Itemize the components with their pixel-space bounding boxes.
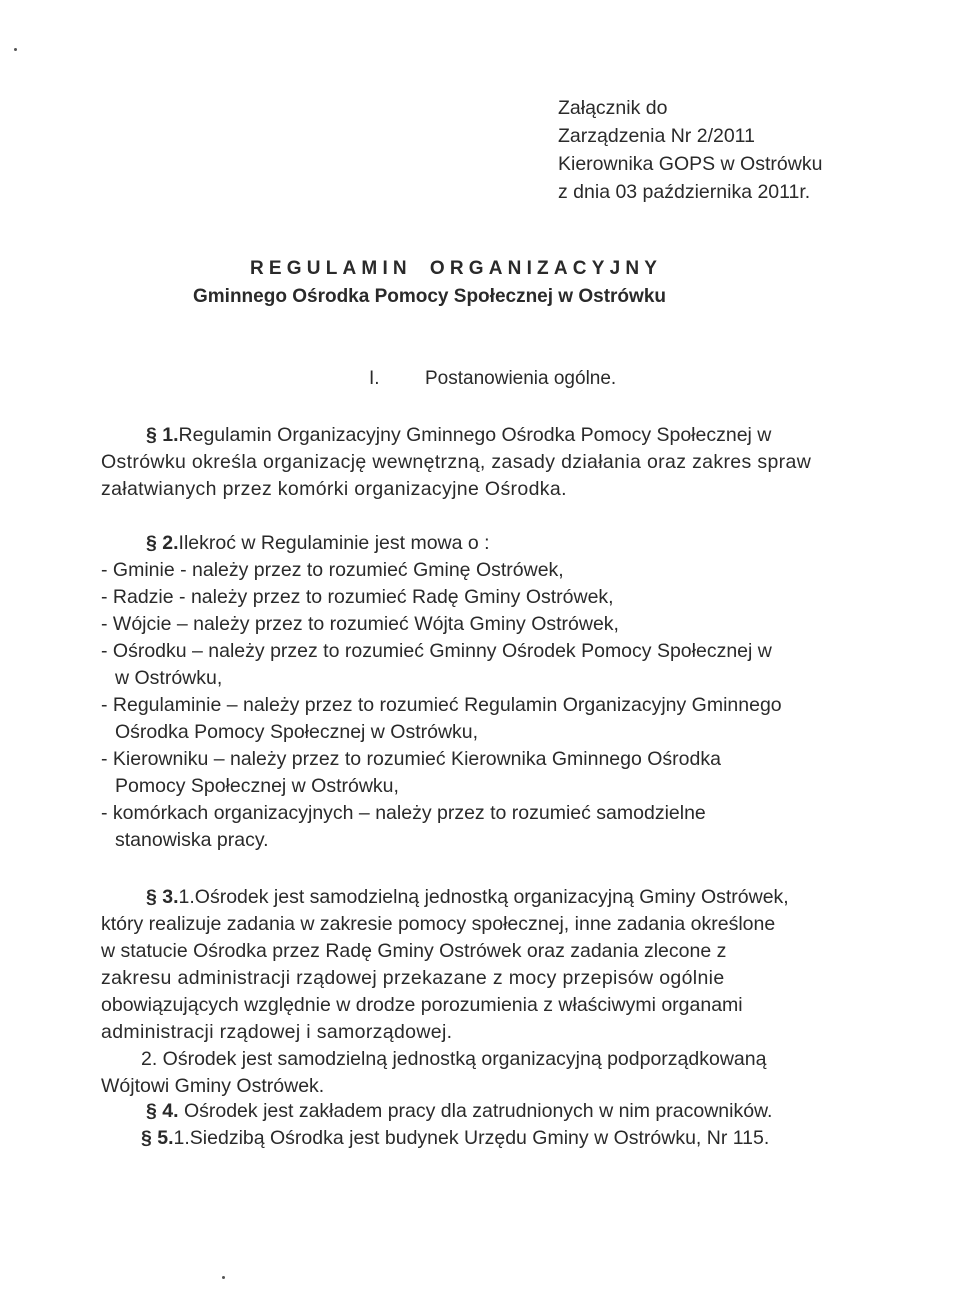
paragraph-mark: § 4. xyxy=(146,1100,179,1122)
title-word: ORGANIZACYJNY xyxy=(429,258,663,279)
paragraph-mark: § 2. xyxy=(146,532,179,554)
paragraph-4 xyxy=(101,1098,772,1125)
paragraph-line: 2. Ośrodek jest samodzielną jednostką organizacyjną podporządkowaną xyxy=(141,1048,767,1070)
paragraph-2 xyxy=(101,530,782,854)
paragraph-line: § 5.1.Siedzibą Ośrodka jest budynek Urzędu Gminy w Ostrówku, Nr 115. xyxy=(141,1127,770,1149)
definition-item: - Kierowniku – należy przez to rozumieć Kierownika Gminnego Ośrodka xyxy=(101,748,721,770)
definition-item: - Radzie - należy przez to rozumieć Radę Gminy Ostrówek, xyxy=(101,586,614,608)
paragraph-line: § 4. Ośrodek jest zakładem pracy dla zatrudnionych w nim pracowników. xyxy=(146,1100,773,1122)
paragraph-line: Wójtowi Gminy Ostrówek. xyxy=(101,1075,325,1097)
paragraph-line: załatwianych przez komórki organizacyjne Ośrodka. xyxy=(101,478,567,500)
definition-item: - Regulaminie – należy przez to rozumieć Regulamin Organizacyjny Gminnego xyxy=(101,694,782,716)
paragraph-mark: § 1. xyxy=(146,424,179,446)
definition-item-continued: Pomocy Społecznej w Ostrówku, xyxy=(115,775,399,797)
paragraph-line: który realizuje zadania w zakresie pomocy społecznej, inne zadania określone xyxy=(101,913,776,935)
paragraph-3 xyxy=(101,884,789,1100)
title-word: REGULAMIN xyxy=(250,258,412,279)
paragraph-line: administracji rządowej i samorządowej. xyxy=(101,1021,453,1043)
header-line: z dnia 03 października 2011r. xyxy=(558,181,811,203)
paragraph-line: obowiązujących względnie w drodze porozumienia z właściwymi organami xyxy=(101,994,743,1016)
paragraph-5 xyxy=(101,1125,769,1152)
paragraph-line: § 3.1.Ośrodek jest samodzielną jednostką organizacyjną Gminy Ostrówek, xyxy=(146,886,789,908)
scan-speck xyxy=(222,1276,225,1279)
definition-item: - Wójcie – należy przez to rozumieć Wójta Gminy Ostrówek, xyxy=(101,613,619,635)
definition-item-continued: w Ostrówku, xyxy=(115,667,223,689)
section-number: I. xyxy=(369,368,380,389)
header-line: Kierownika GOPS w Ostrówku xyxy=(558,153,823,175)
definition-item: - Ośrodku – należy przez to rozumieć Gminny Ośrodek Pomocy Społecznej w xyxy=(101,640,772,662)
paragraph-1 xyxy=(101,422,811,503)
definition-item-continued: Ośrodka Pomocy Społecznej w Ostrówku, xyxy=(115,721,479,743)
paragraph-mark: § 5. xyxy=(141,1127,174,1149)
paragraph-line: § 2.Ilekroć w Regulaminie jest mowa o : xyxy=(146,532,490,554)
paragraph-line: w statucie Ośrodka przez Radę Gminy Ostrówek oraz zadania zlecone z xyxy=(101,940,727,962)
paragraph-line: zakresu administracji rządowej przekazane z mocy przepisów ogólnie xyxy=(101,967,725,989)
paragraph-mark: § 3. xyxy=(146,886,179,908)
document-title xyxy=(250,258,662,280)
paragraph-line: § 1.Regulamin Organizacyjny Gminnego Ośrodka Pomocy Społecznej w xyxy=(146,424,772,446)
definition-item: - komórkach organizacyjnych – należy przez to rozumieć samodzielne xyxy=(101,802,706,824)
section-title: Postanowienia ogólne. xyxy=(425,368,617,389)
definition-item-continued: stanowiska pracy. xyxy=(115,829,269,851)
attachment-header xyxy=(558,94,822,206)
document-subtitle: Gminnego Ośrodka Pomocy Społecznej w Ostrówku xyxy=(193,286,666,307)
section-heading xyxy=(369,368,616,390)
header-line: Zarządzenia Nr 2/2011 xyxy=(558,125,755,147)
scan-speck xyxy=(14,48,17,51)
definition-item: - Gminie - należy przez to rozumieć Gminę Ostrówek, xyxy=(101,559,564,581)
header-line: Załącznik do xyxy=(558,97,668,119)
paragraph-line: Ostrówku określa organizację wewnętrzną, zasady działania oraz zakres spraw xyxy=(101,451,812,473)
